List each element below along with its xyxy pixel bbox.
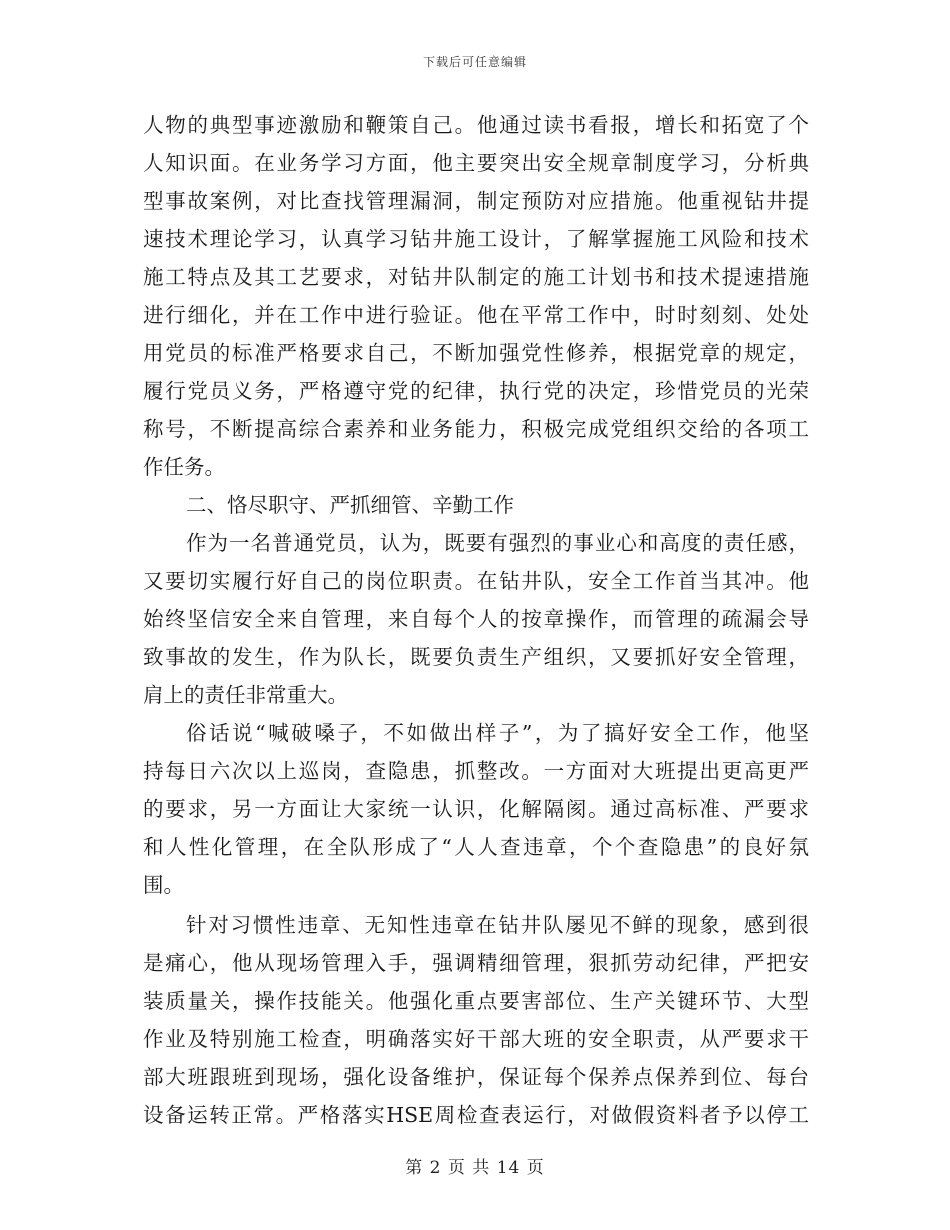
text-line: 人知识面。在业务学习方面，他主要突出安全规章制度学习，分析典 — [143, 151, 809, 175]
text-line: 部大班跟班到现场，强化设备维护，保证每个保养点保养到位、每台 — [143, 1065, 809, 1089]
text-line: 装质量关，操作技能关。他强化重点要害部位、生产关键环节、大型 — [143, 989, 809, 1013]
text-line: 速技术理论学习，认真学习钻井施工设计，了解掌握施工风险和技术 — [143, 227, 809, 251]
text-line: 设备运转正常。严格落实HSE周检查表运行，对做假资料者予以停工 — [143, 1103, 809, 1127]
text-line: 作任务。 — [143, 455, 225, 479]
text-line: 始终坚信安全来自管理，来自每个人的按章操作，而管理的疏漏会导 — [143, 607, 809, 631]
text-line: 致事故的发生，作为队长，既要负责生产组织，又要抓好安全管理， — [143, 645, 809, 669]
text-line: 作业及特别施工检查，明确落实好干部大班的安全职责，从严要求干 — [143, 1027, 809, 1051]
text-line: 针对习惯性违章、无知性违章在钻井队屡见不鲜的现象，感到很 — [186, 913, 809, 937]
text-line: 围。 — [143, 873, 184, 897]
document-body — [143, 106, 809, 1134]
text-line: 施工特点及其工艺要求，对钻井队制定的施工计划书和技术提速措施 — [143, 265, 809, 289]
text-line: 二、恪尽职守、严抓细管、辛勤工作 — [186, 493, 514, 517]
text-line: 用党员的标准严格要求自己，不断加强党性修养，根据党章的规定， — [143, 341, 809, 365]
text-line: 和人性化管理，在全队形成了“人人查违章，个个查隐患”的良好氛 — [143, 835, 809, 859]
text-line: 的要求，另一方面让大家统一认识，化解隔阂。通过高标准、严要求 — [143, 797, 809, 821]
text-line: 是痛心，他从现场管理入手，强调精细管理，狠抓劳动纪律，严把安 — [143, 951, 809, 975]
text-line: 又要切实履行好自己的岗位职责。在钻井队，安全工作首当其冲。他 — [143, 569, 809, 593]
text-line: 作为一名普通党员，认为，既要有强烈的事业心和高度的责任感， — [186, 531, 809, 555]
text-line: 持每日六次以上巡岗，查隐患，抓整改。一方面对大班提出更高更严 — [143, 759, 809, 783]
text-line: 俗话说“喊破嗓子，不如做出样子”，为了搞好安全工作，他坚 — [186, 721, 809, 745]
text-line: 称号，不断提高综合素养和业务能力，积极完成党组织交给的各项工 — [143, 417, 809, 441]
page-header: 下载后可任意编辑 — [422, 55, 527, 69]
page-footer: 第 2 页 共 14 页 — [405, 1158, 545, 1178]
text-line: 型事故案例，对比查找管理漏洞，制定预防对应措施。他重视钻井提 — [143, 189, 809, 213]
text-line: 履行党员义务，严格遵守党的纪律，执行党的决定，珍惜党员的光荣 — [143, 379, 809, 403]
text-line: 人物的典型事迹激励和鞭策自己。他通过读书看报，增长和拓宽了个 — [143, 113, 809, 137]
text-line: 进行细化，并在工作中进行验证。他在平常工作中，时时刻刻、处处 — [143, 303, 809, 327]
text-line: 肩上的责任非常重大。 — [143, 683, 348, 707]
